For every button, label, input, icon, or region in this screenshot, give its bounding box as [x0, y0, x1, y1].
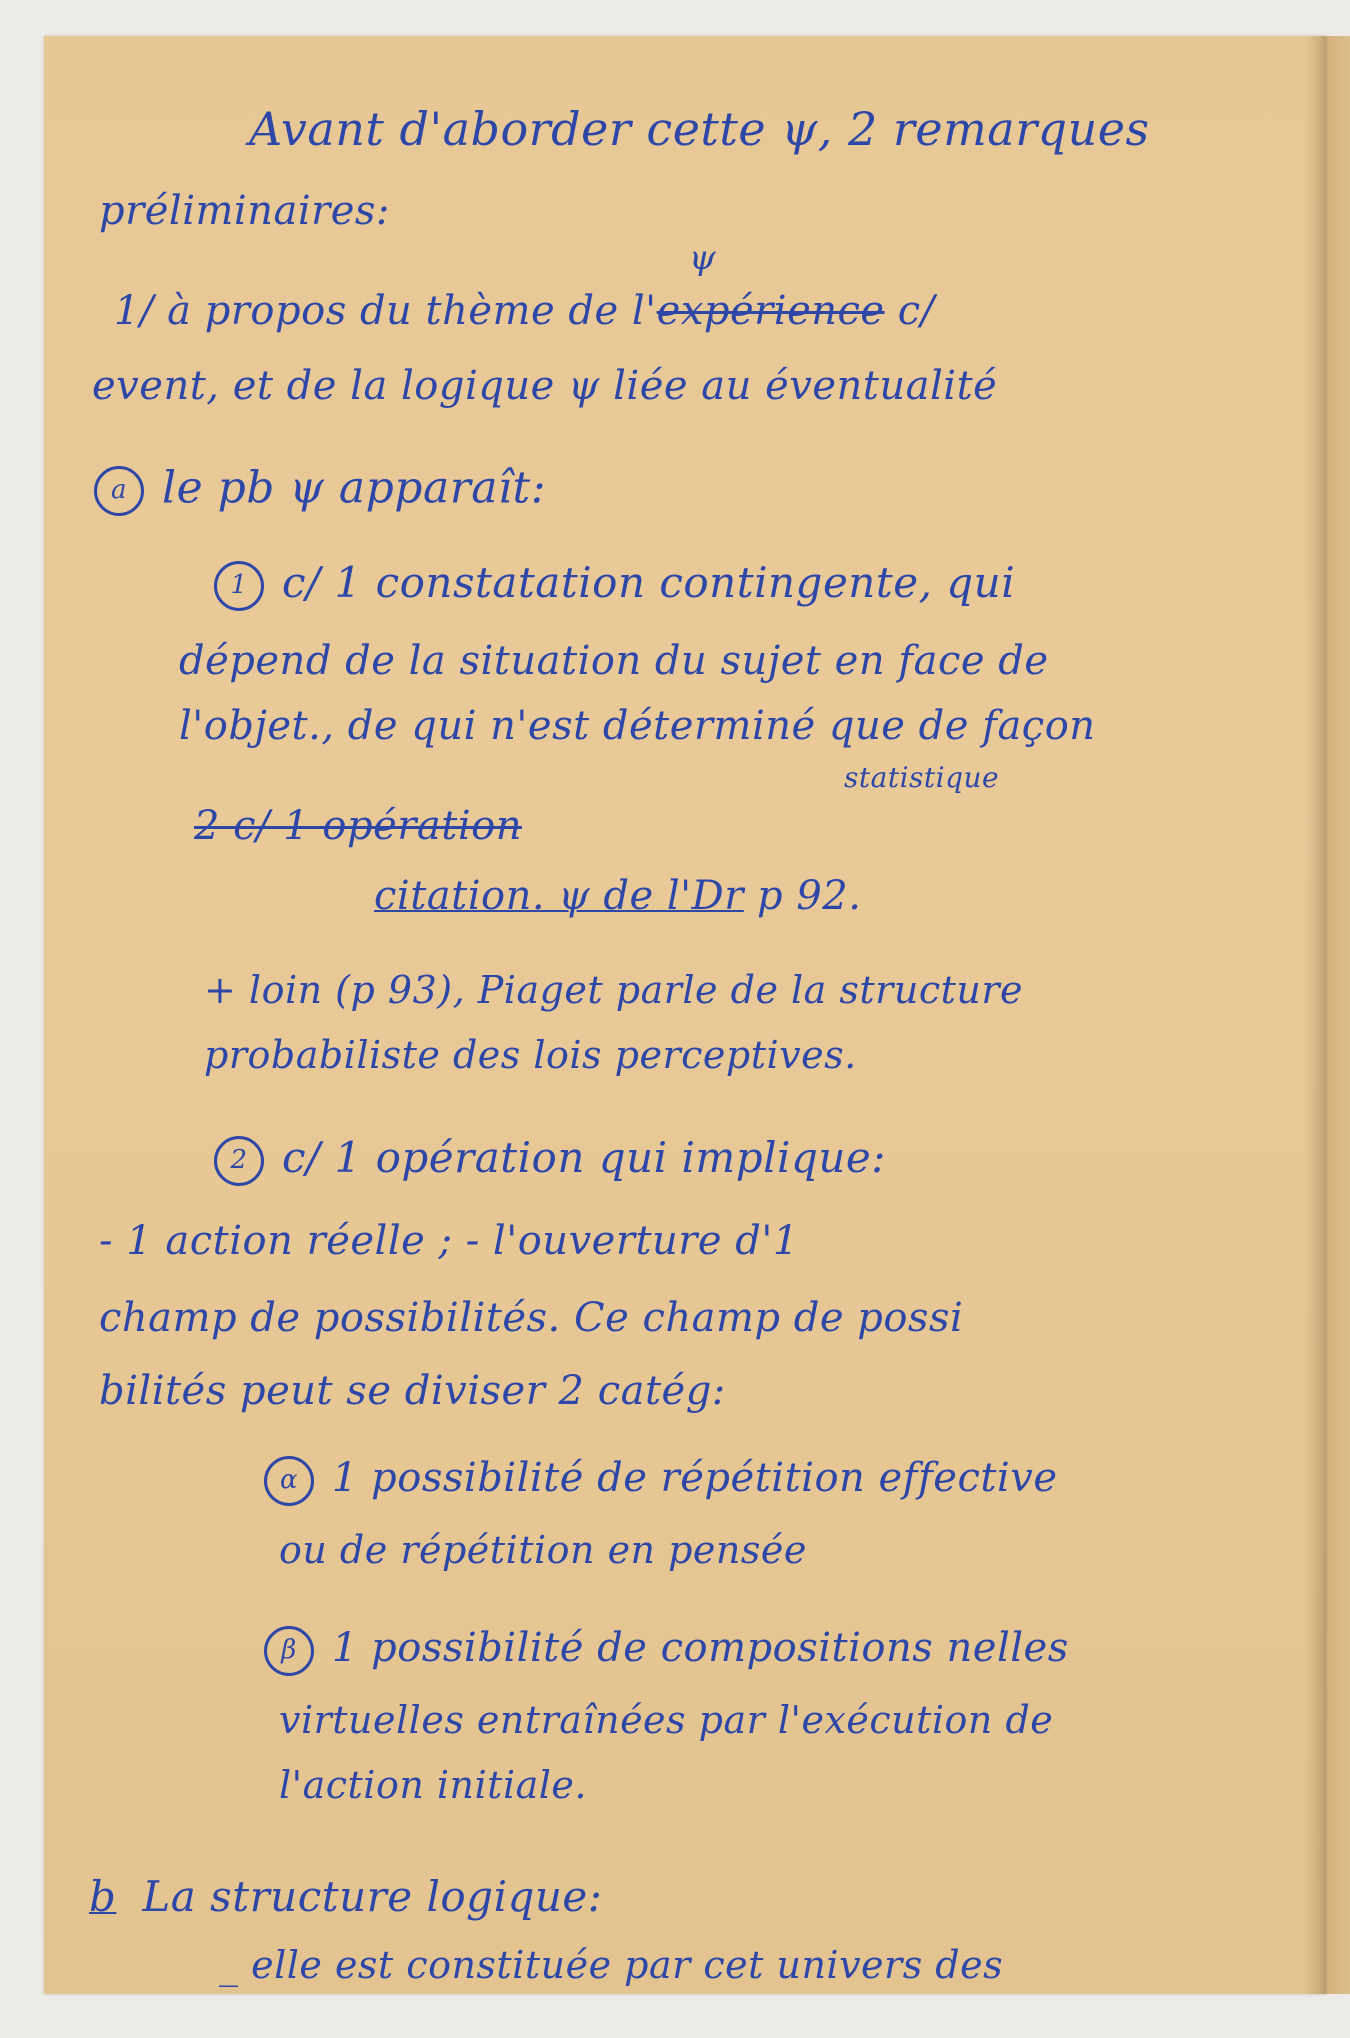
- section-b-marker: b: [89, 1872, 117, 1921]
- point-alpha-text: 1 possibilité de répétition effective: [332, 1455, 1058, 1501]
- point-beta-marker: β: [264, 1626, 314, 1676]
- section-a: [94, 462, 547, 516]
- intro-line-2: préliminaires:: [99, 188, 390, 234]
- point-a1-insertion: statistique: [844, 761, 1000, 794]
- point-beta-line-3: l'action initiale.: [279, 1763, 587, 1807]
- point-a1-text: c/ 1 constatation contingente, qui: [282, 558, 1016, 607]
- point-alpha-marker: α: [264, 1456, 314, 1506]
- point-a2-line-4: bilités peut se diviser 2 catég:: [99, 1368, 726, 1414]
- manuscript-page: [44, 36, 1326, 1994]
- point-a2-line-3: champ de possibilités. Ce champ de possi: [99, 1295, 964, 1341]
- point-a1-marker: 1: [214, 561, 264, 611]
- remark-1-struck-word: expérience: [656, 288, 885, 334]
- adjacent-page-edge: [1324, 36, 1350, 1994]
- point-beta-line-2: virtuelles entraînées par l'exécution de: [279, 1698, 1054, 1742]
- further-note-line-1: + loin (p 93), Piaget parle de la structure: [204, 968, 1023, 1012]
- point-a2-line-1: [214, 1133, 886, 1186]
- citation-text: citation. ψ de l'Dr: [374, 873, 744, 919]
- remark-1-line-2: event, et de la logique ψ liée au éventualité: [92, 363, 998, 409]
- point-beta-text: 1 possibilité de compositions nelles: [332, 1625, 1069, 1671]
- point-a1-line-1: [214, 558, 1016, 611]
- section-b-heading: La structure logique:: [142, 1872, 603, 1921]
- remark-1-suffix: c/: [897, 288, 935, 334]
- section-a-heading: le pb ψ apparaît:: [162, 462, 547, 514]
- remark-1-insertion: ψ: [689, 238, 717, 278]
- section-b-line-2: _ elle est constituée par cet univers des: [219, 1943, 1004, 1987]
- point-beta-line-1: [264, 1626, 1069, 1676]
- section-b: [89, 1872, 603, 1921]
- point-alpha-line-2: ou de répétition en pensée: [279, 1528, 807, 1572]
- point-a2-marker: 2: [214, 1136, 264, 1186]
- point-a1-line-2: dépend de la situation du sujet en face de: [179, 638, 1049, 684]
- page-fold-shadow: [1304, 36, 1326, 1994]
- citation-page-ref: p 92.: [757, 873, 862, 919]
- citation-line: [374, 873, 862, 919]
- intro-line-1: Avant d'aborder cette ψ, 2 remarques: [249, 102, 1150, 156]
- section-a-marker: a: [94, 466, 144, 516]
- point-a2-text: c/ 1 opération qui implique:: [282, 1133, 886, 1182]
- remark-1-line-1: [114, 288, 935, 334]
- remark-1-prefix: 1/ à propos du thème de l': [114, 288, 657, 334]
- struck-operation-line: 2 c/ 1 opération: [194, 803, 522, 849]
- further-note-line-2: probabiliste des lois perceptives.: [204, 1033, 857, 1077]
- point-a1-line-3: l'objet., de qui n'est déterminé que de façon: [179, 703, 1096, 749]
- point-alpha-line-1: [264, 1456, 1058, 1506]
- point-a2-line-2: - 1 action réelle ; - l'ouverture d'1: [99, 1218, 799, 1264]
